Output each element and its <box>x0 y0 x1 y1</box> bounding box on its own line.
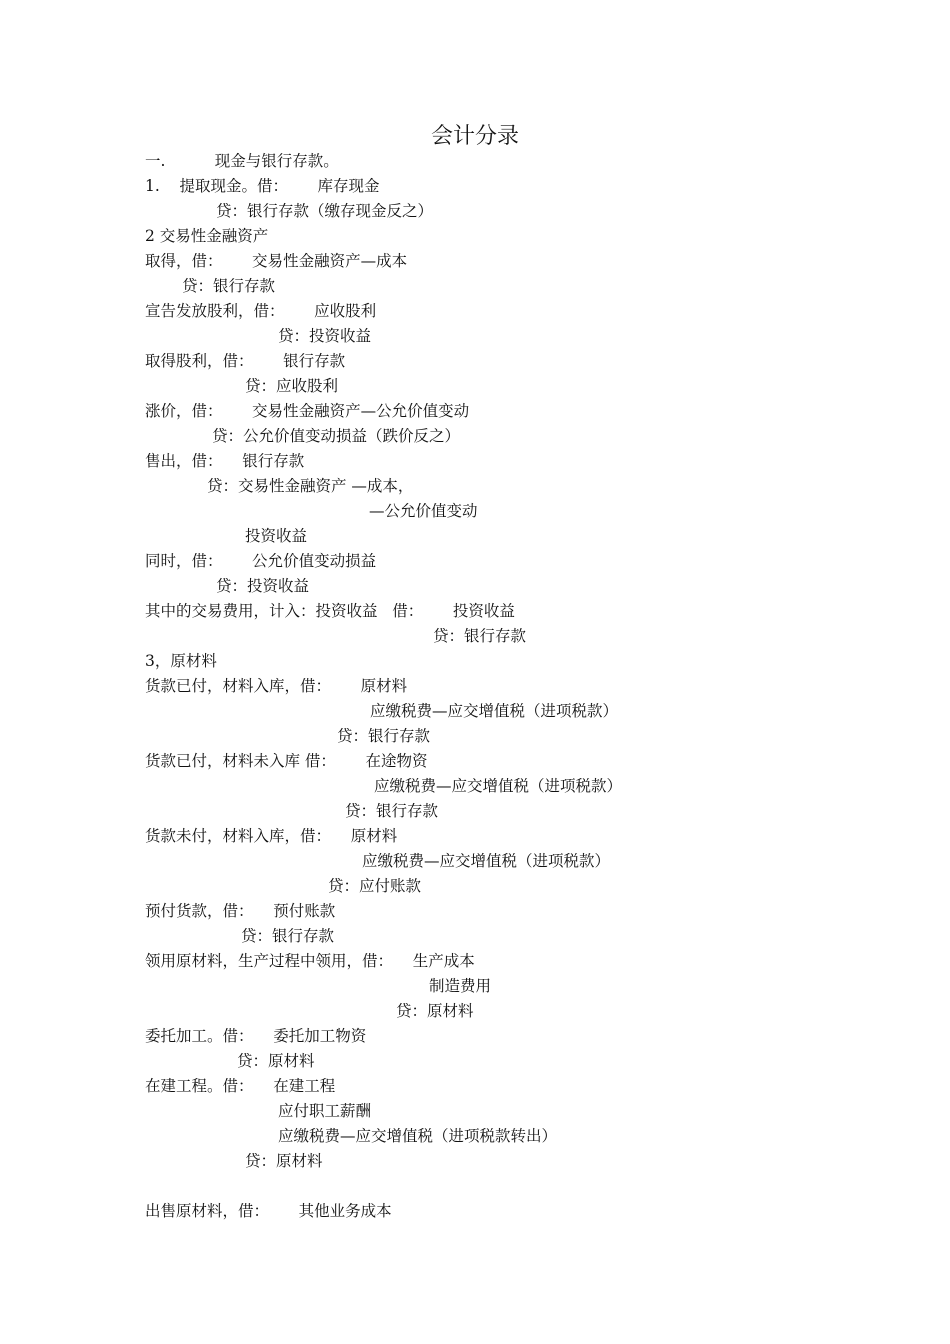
entry-sale-credit-fair-value: —公允价值变动 <box>369 502 478 520</box>
entry-transaction-fee-debit: 其中的交易费用，计入：投资收益 借： 投资收益 <box>145 602 515 620</box>
entry-processing-credit: 贷：原材料 <box>237 1052 315 1070</box>
entry-construction-credit: 贷：原材料 <box>245 1152 323 1170</box>
document-title: 会计分录 <box>430 124 519 149</box>
section-heading-trading-assets: 2 交易性金融资产 <box>145 227 269 245</box>
entry-requisition-debit: 领用原材料，生产过程中领用，借： 生产成本 <box>145 952 475 970</box>
entry-paid-received-debit: 货款已付，材料入库，借： 原材料 <box>145 677 408 695</box>
entry-transfer-debit: 同时，借： 公允价值变动损益 <box>145 552 377 570</box>
entry-construction-debit: 在建工程。借： 在建工程 <box>145 1077 336 1095</box>
entry-unpaid-received-debit: 货款未付，材料入库，借： 原材料 <box>145 827 398 845</box>
entry-transaction-fee-credit: 贷：银行存款 <box>433 627 527 645</box>
section-heading-raw-materials: 3，原材料 <box>145 652 217 670</box>
entry-dividend-declared-debit: 宣告发放股利，借： 应收股利 <box>145 302 377 320</box>
entry-prepayment-credit: 贷：银行存款 <box>241 927 335 945</box>
entry-paid-transit-debit-vat: 应缴税费—应交增值税（进项税款） <box>374 777 623 795</box>
entry-requisition-debit-overhead: 制造费用 <box>429 977 492 995</box>
entry-processing-debit: 委托加工。借： 委托加工物资 <box>145 1027 367 1045</box>
entry-unpaid-received-debit-vat: 应缴税费—应交增值税（进项税款） <box>362 852 611 870</box>
entry-sale-credit-investment-income: 投资收益 <box>245 527 308 545</box>
entry-construction-debit-vat: 应缴税费—应交增值税（进项税款转出） <box>278 1127 558 1145</box>
entry-sale-credit-cost: 贷：交易性金融资产 —成本， <box>207 477 414 495</box>
entry-requisition-credit: 贷：原材料 <box>396 1002 474 1020</box>
entry-price-rise-debit: 涨价，借： 交易性金融资产—公允价值变动 <box>145 402 470 420</box>
entry-prepayment-debit: 预付货款，借： 预付账款 <box>145 902 336 920</box>
entry-acquire-credit: 贷：银行存款 <box>182 277 276 295</box>
entry-price-rise-credit: 贷：公允价值变动损益（跌价反之） <box>212 427 461 445</box>
entry-paid-transit-debit: 货款已付，材料未入库 借： 在途物资 <box>145 752 428 770</box>
entry-paid-received-debit-vat: 应缴税费—应交增值税（进项税款） <box>370 702 619 720</box>
entry-paid-received-credit: 贷：银行存款 <box>337 727 431 745</box>
entry-dividend-declared-credit: 贷：投资收益 <box>278 327 372 345</box>
entry-unpaid-received-credit: 贷：应付账款 <box>328 877 422 895</box>
entry-withdraw-cash-debit: 1. 提取现金。借： 库存现金 <box>145 177 380 195</box>
entry-dividend-received-credit: 贷：应收股利 <box>245 377 339 395</box>
entry-acquire-debit: 取得，借： 交易性金融资产—成本 <box>145 252 408 270</box>
entry-sale-debit: 售出，借： 银行存款 <box>145 452 305 470</box>
entry-dividend-received-debit: 取得股利，借： 银行存款 <box>145 352 346 370</box>
section-heading-cash: 一. 现金与银行存款。 <box>145 152 339 170</box>
entry-withdraw-cash-credit: 贷：银行存款（缴存现金反之） <box>216 202 434 220</box>
entry-construction-debit-payroll: 应付职工薪酬 <box>278 1102 372 1120</box>
entry-sale-materials-debit: 出售原材料，借： 其他业务成本 <box>145 1202 392 1220</box>
entry-paid-transit-credit: 贷：银行存款 <box>345 802 439 820</box>
entry-transfer-credit: 贷：投资收益 <box>216 577 310 595</box>
